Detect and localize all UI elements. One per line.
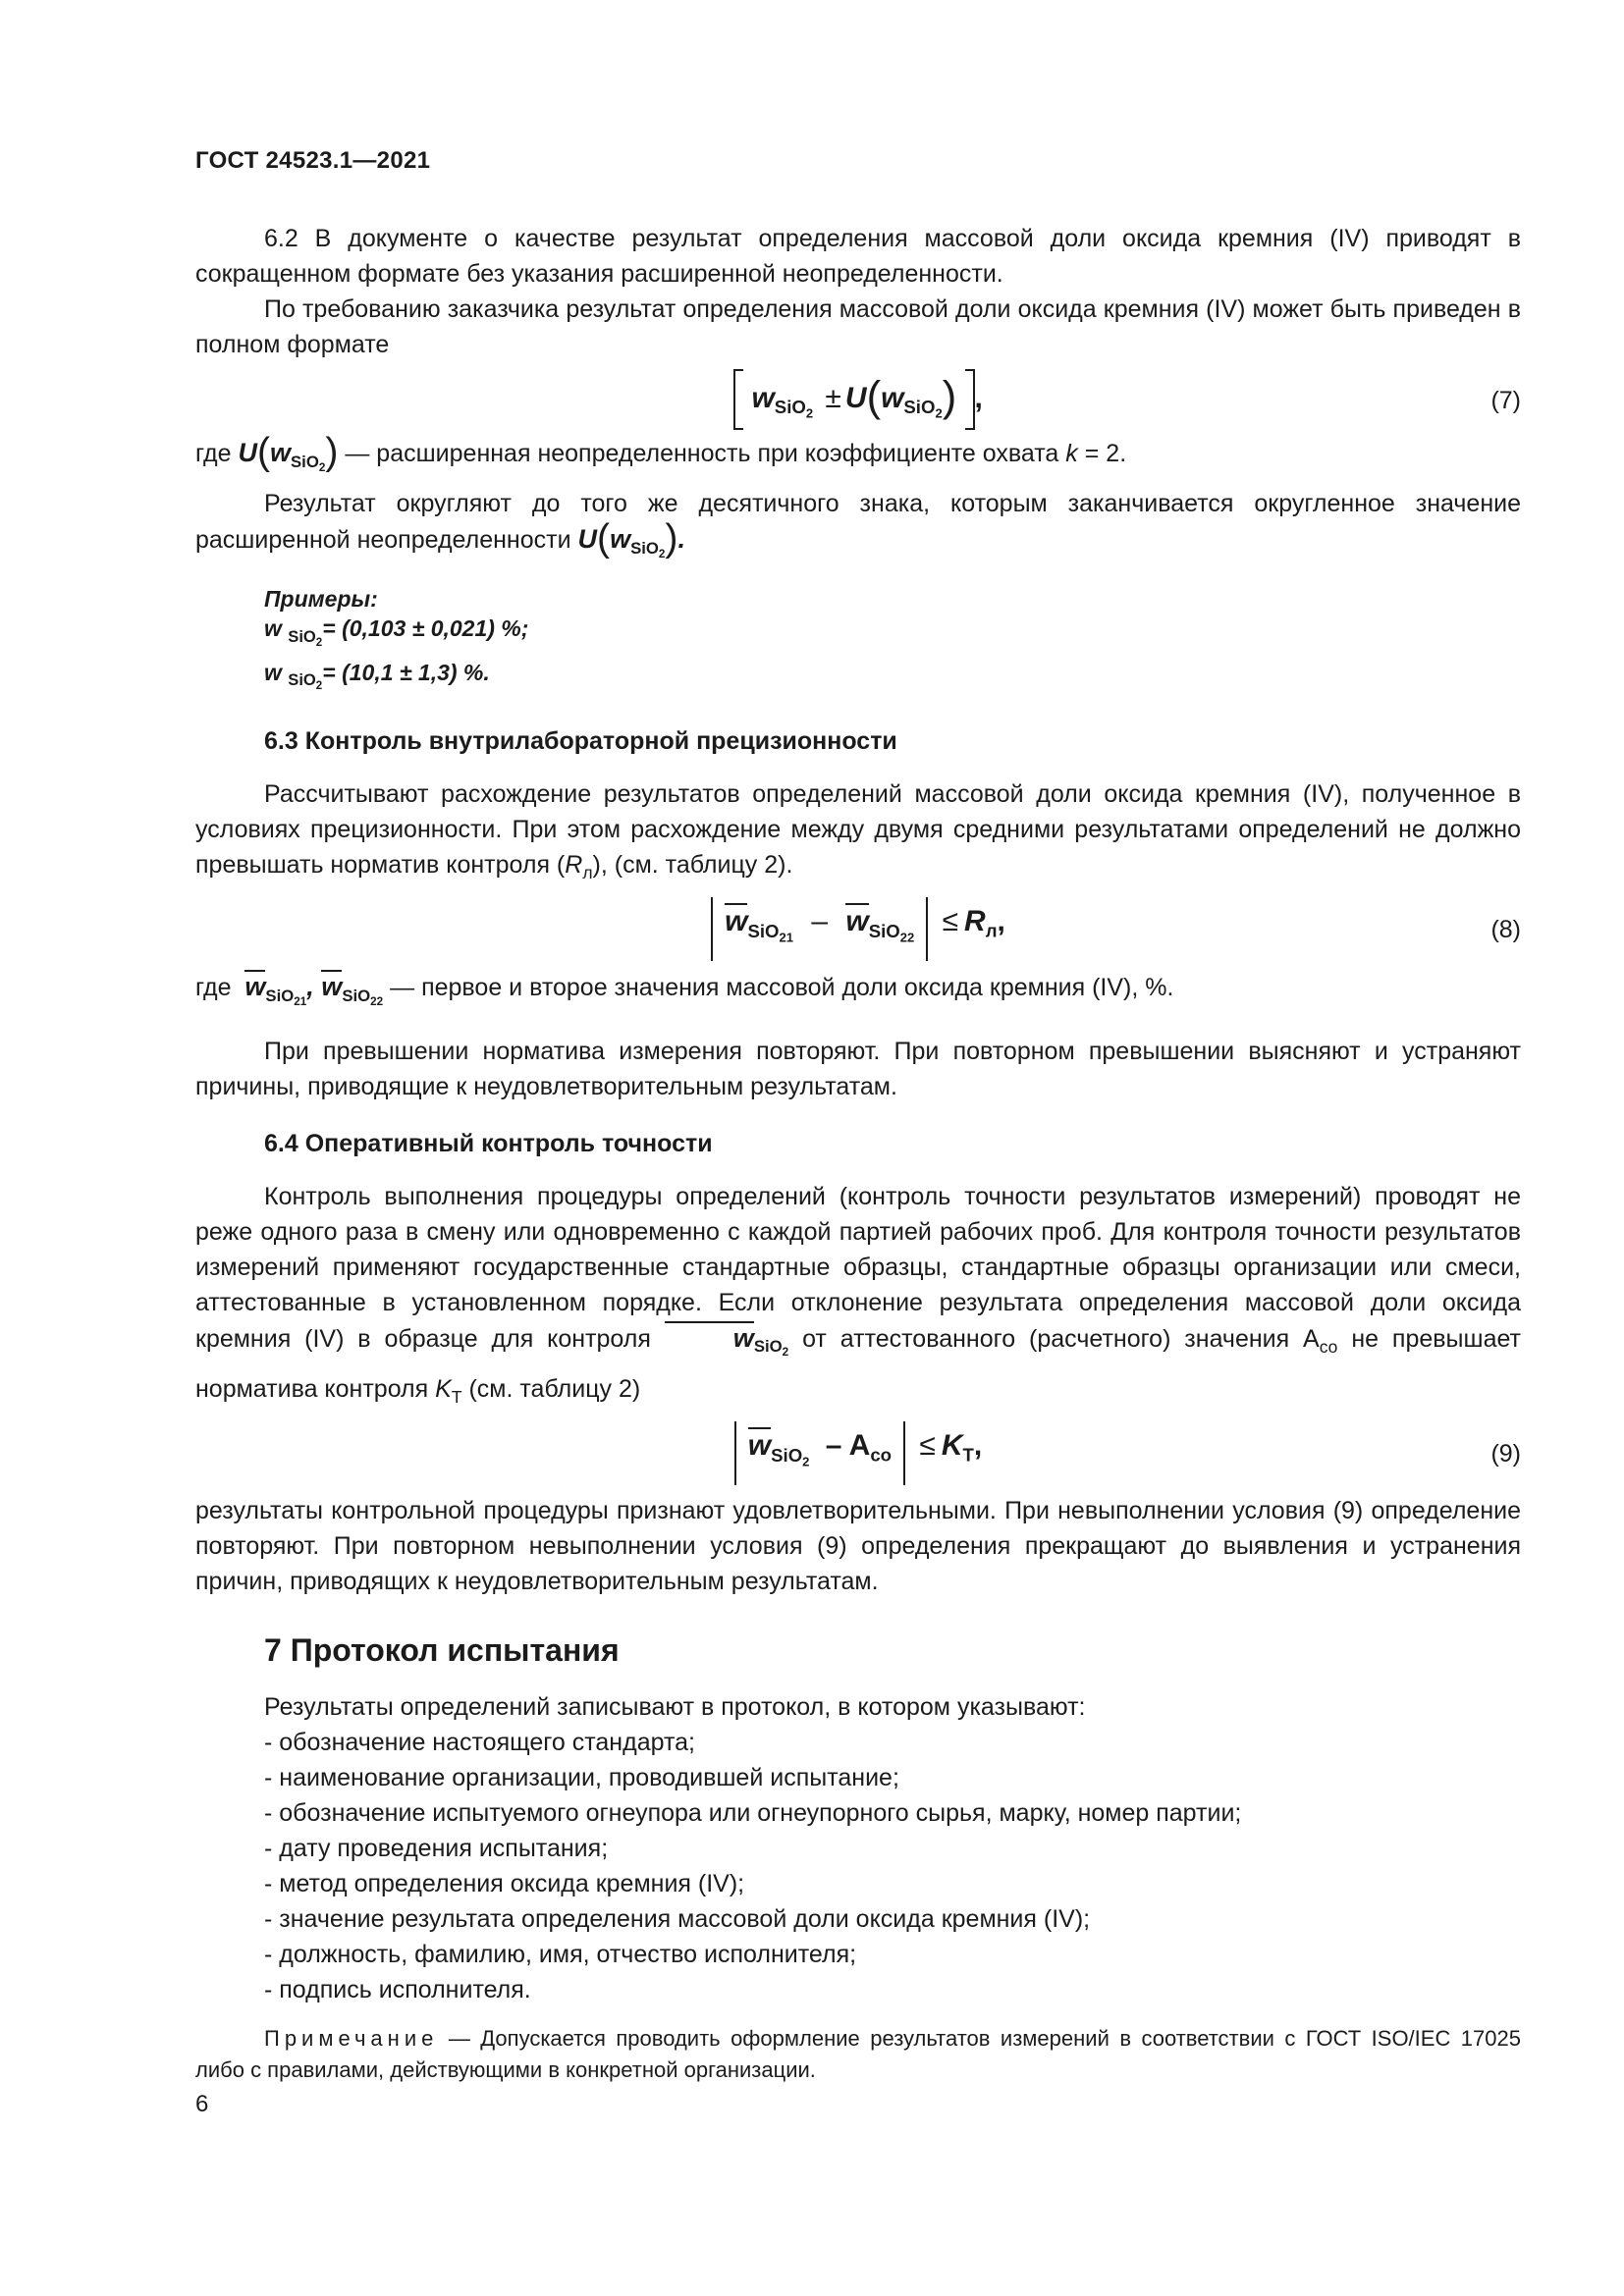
formula-7-number: (7) [1490,387,1521,414]
clause-6-3-where: где $w_{SiO_{21}}$, $w_{SiO_{22}}$ — первое и второе значения массовой доли оксида кремния (IV), %. [195,971,1174,1008]
clause-6-4-heading: 6.4 Оперативный контроль точности [264,1129,713,1157]
formula-8-number: (8) [1490,915,1521,943]
list-item: - значение результата определения массовой доли оксида кремния (IV); [264,1904,1091,1933]
left-bracket [733,369,743,430]
clause-6-2-para3: Результат округляют до того же десятичного знака, которым заканчивается округленное значение расширенной неопределенности $U(w_{SiO_2})$. [195,489,1521,561]
list-item: - обозначение испытуемого огнеупора или огнеупорного сырья, марку, номер партии; [264,1798,1242,1827]
examples-block [195,584,1521,702]
formula-9: $w_{SiO_2} - A_{co} \le K_T$, (9) [195,1415,1521,1493]
examples-title: Примеры: [264,585,378,612]
clause-6-3-heading: 6.3 Контроль внутрилабораторной прецизионности [264,726,897,755]
clause-6-3-para2: При превышении норматива измерения повторяют. При повторном превышении выясняют и устраняют причины, приводящие к неудовлетворительным результатам. [195,1037,1521,1100]
formula-8: $w_{SiO_{21}} - w_{SiO_{22}} \le R_л$, (8) [195,890,1521,969]
clause-6-2-para2: По требованию заказчика результат определения массовой доли оксида кремния (IV) может быть приведен в полном формате [195,295,1521,358]
formula-7: $w_{SiO_2} \pm U(w_{SiO_2})$ , (7) [195,366,1521,435]
document-code-header: ГОСТ 24523.1—2021 [195,147,431,174]
list-item: - подпись исполнителя. [264,1975,531,2003]
example-2: w $_{SiO_2}$= (10,1 ± 1,3) %. [264,659,490,693]
clause-6-4-para2: результаты контрольной процедуры признают удовлетворительными. При невыполнении условия (9) определение повторяют. При повторном невыполнении условия (9) определения прекращают до выявления и устранения причин, приводящих к неудовлетворительным результатам. [195,1496,1521,1595]
list-item: - обозначение настоящего стандарта; [264,1728,695,1756]
note-text: — Допускается проводить оформление результатов измерений в соответствии с ГОСТ ISO/IEC 17025 либо с правилами, действующими в конкретной организации. [195,2025,1521,2082]
clause-6-2-para1: 6.2 В документе о качестве результат определения массовой доли оксида кремния (IV) приводят в сокращенном формате без указания расширенной неопределенности. [195,225,1521,288]
list-item: - должность, фамилию, имя, отчество исполнителя; [264,1940,857,1968]
clause-6-4-para1: Контроль выполнения процедуры определений (контроль точности результатов измерений) проводят не реже одного раза в смену или одновременно с каждой партией рабочих проб. Для контроля точности результатов измерений применяют государственные стандартные образцы, стандартные образцы организации или смеси, аттестованные в установленном порядке. Если отклонение результата определения массовой доли оксида кремния (IV) в образце для контроля $w_{SiO_2}$ от аттестованного (расчетного) значения $A_{со}$ не превышает норматива контроля $K_Т$ (см. таблицу 2) [195,1182,1522,1407]
page-number: 6 [195,2091,209,2117]
clause-6-3-para1: Рассчитывают расхождение результатов определений массовой доли оксида кремния (IV), полученное в условиях прецизионности. При этом расхождение между двумя средними результатами определений не должно превышать норматив контроля $(R_л)$, (см. таблицу 2). [195,779,1521,882]
clause-6-2-where: где $U(w_{SiO_2})$ — расширенная неопределенность при коэффициенте охвата k = 2. [195,431,1127,474]
list-item: - дату проведения испытания; [264,1834,609,1862]
inline-formula-U: $U(w_{SiO_2})$ [238,431,339,474]
list-item: - метод определения оксида кремния (IV); [264,1869,745,1897]
section-7-heading: 7 Протокол испытания [264,1631,620,1668]
right-bracket [965,369,975,430]
note-label: Примечание [264,2025,439,2051]
page-content [195,221,1521,2086]
protocol-list [195,1689,1521,2007]
list-item: - наименование организации, проводившей испытание; [264,1763,899,1791]
protocol-intro: Результаты определений записывают в протокол, в котором указывают: [264,1692,1086,1721]
example-1: w $_{SiO_2}$= (0,103 ± 0,021) %; [264,614,529,649]
note [195,2023,1521,2086]
inline-formula-U-2: $U(w_{SiO_2})$. [577,517,685,561]
formula-9-number: (9) [1490,1439,1521,1468]
